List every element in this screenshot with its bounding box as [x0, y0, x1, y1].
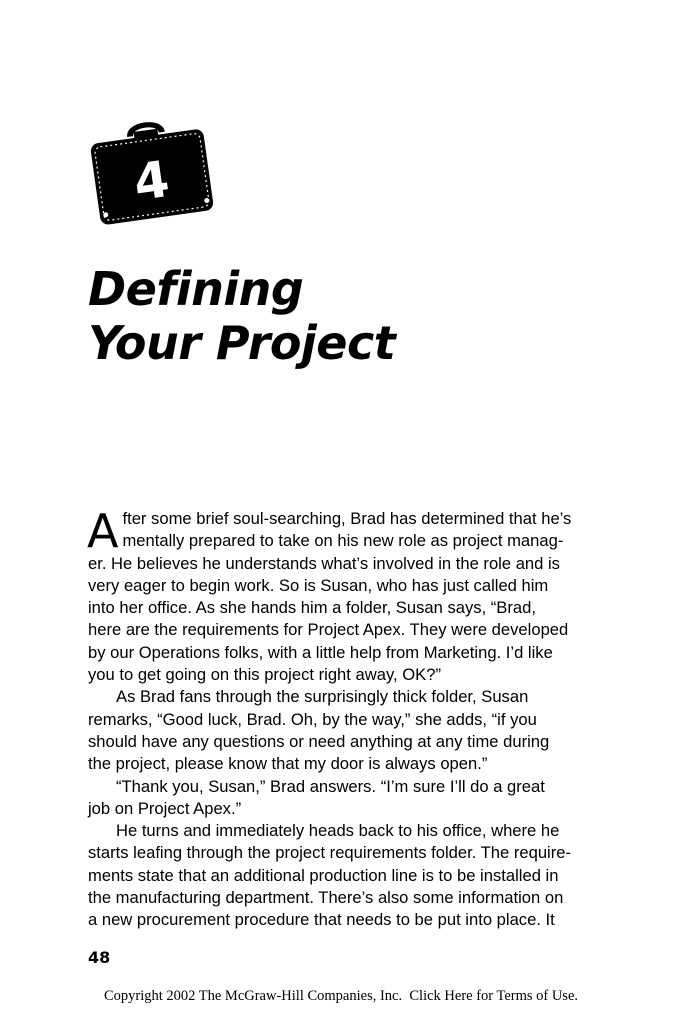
body-line: mentally prepared to take on his new role as project manag-: [122, 531, 564, 551]
chapter-title-line-1: Defining: [88, 262, 304, 316]
body-line: job on Project Apex.”: [88, 798, 242, 818]
body-line: He turns and immediately heads back to his office, where he: [116, 821, 560, 841]
body-line: starts leafing through the project requirements folder. The require-: [88, 843, 572, 863]
briefcase-icon: [86, 108, 216, 228]
page-number: 48: [88, 948, 111, 967]
chapter-number: 4: [130, 149, 173, 213]
body-line: should have any questions or need anything at any time during: [88, 731, 550, 751]
body-line: you to get going on this project right away, OK?”: [88, 665, 441, 685]
body-line: by our Operations folks, with a little help from Marketing. I’d like: [88, 642, 553, 662]
body-line: here are the requirements for Project Apex. They were developed: [88, 620, 569, 640]
copyright-footer: [0, 988, 682, 1005]
body-line: remarks, “Good luck, Brad. Oh, by the way,” she adds, “if you: [88, 709, 537, 729]
body-line: “Thank you, Susan,” Brad answers. “I’m sure I’ll do a great: [116, 776, 545, 796]
body-line: the manufacturing department. There’s also some information on: [88, 888, 564, 908]
body-text: [87, 504, 598, 932]
body-line: the project, please know that my door is always open.”: [88, 754, 488, 774]
body-line: into her office. As she hands him a folder, Susan says, “Brad,: [88, 598, 536, 618]
drop-cap: A: [87, 504, 119, 558]
body-line: ments state that an additional production line is to be installed in: [88, 865, 559, 885]
body-line: fter some brief soul-searching, Brad has determined that he’s: [122, 509, 572, 528]
body-line: very eager to begin work. So is Susan, who has just called him: [88, 575, 549, 595]
body-line: a new procurement procedure that needs to be put into place. It: [88, 910, 555, 930]
chapter-title-line-2: Your Project: [88, 316, 396, 370]
body-line: er. He believes he understands what’s involved in the role and is: [88, 553, 560, 573]
chapter-title: [88, 262, 395, 370]
terms-of-use-link[interactable]: Click Here for Terms of Use.: [409, 988, 579, 1004]
body-line: As Brad fans through the surprisingly thick folder, Susan: [116, 687, 529, 707]
copyright-text: Copyright 2002 The McGraw-Hill Companies, Inc.: [103, 988, 403, 1004]
